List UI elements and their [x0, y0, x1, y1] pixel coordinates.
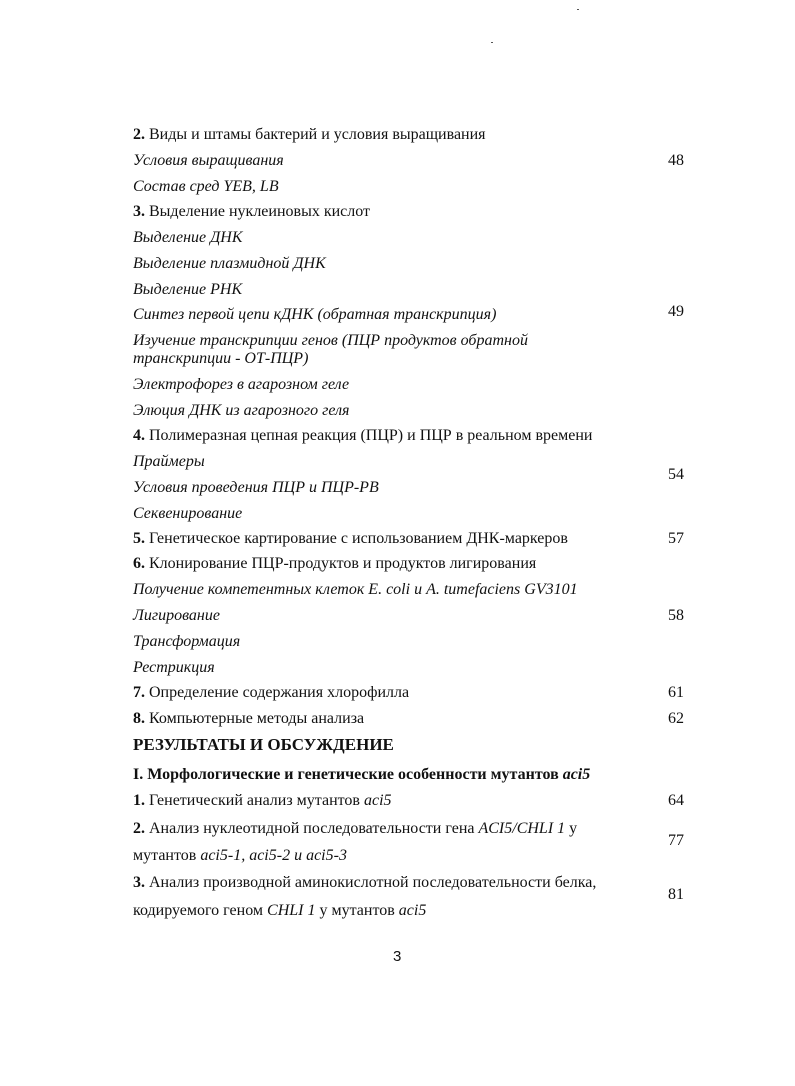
toc-entry: [133, 684, 653, 702]
toc-page-number: 77: [668, 832, 684, 849]
toc-subentry: Синтез первой цепи кДНК (обратная транскрипция): [133, 306, 497, 323]
toc-entry-title: Анализ производной аминокислотной последовательности белка,: [149, 874, 597, 891]
toc-entry-number: 2.: [133, 820, 145, 837]
toc-entry-title: Клонирование ПЦР-продуктов и продуктов лигирования: [149, 555, 537, 572]
toc-page-number: 62: [668, 710, 684, 727]
toc-subentry: Условия проведения ПЦР и ПЦР-РВ: [133, 479, 379, 496]
toc-chapter: [133, 766, 653, 784]
toc-subentry: Условия выращивания: [133, 152, 284, 169]
toc-subentry: Состав сред YEB, LB: [133, 178, 279, 195]
toc-entry-title: Генетический анализ мутантов: [149, 792, 364, 809]
toc-subentry: Трансформация: [133, 633, 241, 650]
toc-subentry: Выделение ДНК: [133, 229, 243, 246]
scan-speck: [491, 42, 493, 43]
section-heading: РЕЗУЛЬТАТЫ И ОБСУЖДЕНИЕ: [133, 735, 394, 754]
toc-entry: [133, 203, 653, 221]
toc-entry: [133, 710, 653, 728]
toc-subentry: Выделение плазмидной ДНК: [133, 255, 326, 272]
toc-page-number: 48: [668, 152, 684, 169]
toc-entry-italic: aci5: [363, 792, 392, 809]
toc-subentry: Лигирование: [133, 607, 220, 624]
toc-entry-italic: CHLI 1: [267, 902, 316, 919]
toc-entry-number: 4.: [133, 427, 145, 444]
toc-subentry: Секвенирование: [133, 505, 243, 522]
toc-entry-number: 1.: [133, 792, 145, 809]
toc-entry-number: 2.: [133, 126, 145, 143]
toc-page-number: 49: [668, 303, 684, 320]
toc-entry-number: 3.: [133, 874, 145, 891]
toc-entry-italic: aci5-1, aci5-2 и aci5-3: [200, 847, 347, 864]
toc-page-number: 57: [668, 530, 684, 547]
scan-speck: [577, 9, 579, 10]
toc-entry-title: Генетическое картирование с использованием ДНК-маркеров: [149, 530, 568, 547]
toc-entry: [133, 792, 653, 810]
toc-page-number: 81: [668, 886, 684, 903]
page-number: 3: [393, 948, 402, 965]
toc-entry: [133, 126, 653, 144]
toc-chapter-italic: aci5: [562, 766, 591, 783]
toc-subentry: Выделение РНК: [133, 281, 243, 298]
toc-entry-number: 8.: [133, 710, 145, 727]
toc-page-number: 54: [668, 466, 684, 483]
toc-entry-italic: aci5: [398, 902, 427, 919]
toc-entry-number: 6.: [133, 555, 145, 572]
toc-subentry: Изучение транскрипции генов (ПЦР продуктов обратной транскрипции - ОТ-ПЦР): [133, 332, 528, 367]
toc-chapter-title: I. Морфологические и генетические особенности мутантов: [133, 766, 563, 783]
toc-page-number: 61: [668, 684, 684, 701]
toc-entry: [133, 427, 653, 445]
toc-entry-title: Компьютерные методы анализа: [149, 710, 365, 727]
toc-entry: [133, 530, 653, 548]
toc-entry-title: Виды и штамы бактерий и условия выращивания: [149, 126, 486, 143]
toc-entry-continuation: [133, 902, 653, 920]
toc-entry: [133, 874, 653, 892]
toc-page-number: 64: [668, 792, 684, 809]
toc-entry-title: кодируемого геном: [133, 902, 268, 919]
toc-entry-title: мутантов: [133, 847, 201, 864]
toc-entry-number: 5.: [133, 530, 145, 547]
toc-entry-tail: у: [565, 820, 578, 837]
toc-subentry: Праймеры: [133, 453, 205, 470]
toc-entry-title: Выделение нуклеиновых кислот: [149, 203, 371, 220]
toc-entry-number: 7.: [133, 684, 145, 701]
toc-entry-title: Определение содержания хлорофилла: [149, 684, 410, 701]
toc-page-number: 58: [668, 607, 684, 624]
toc-entry-italic: ACI5/CHLI 1: [478, 820, 566, 837]
toc-entry-tail: у мутантов: [315, 902, 399, 919]
toc-subentry: Получение компетентных клеток E. coli и A. tumefaciens GV3101: [133, 581, 578, 598]
toc-entry: [133, 820, 653, 838]
toc-entry-continuation: [133, 847, 653, 865]
toc-entry-number: 3.: [133, 203, 145, 220]
toc-subentry: Элюция ДНК из агарозного геля: [133, 402, 350, 419]
toc-entry-title: Анализ нуклеотидной последовательности гена: [149, 820, 479, 837]
toc-entry: [133, 555, 653, 573]
toc-subentry: Рестрикция: [133, 659, 215, 676]
toc-entry-title: Полимеразная цепная реакция (ПЦР) и ПЦР в реальном времени: [149, 427, 593, 444]
toc-subentry: Электрофорез в агарозном геле: [133, 376, 350, 393]
